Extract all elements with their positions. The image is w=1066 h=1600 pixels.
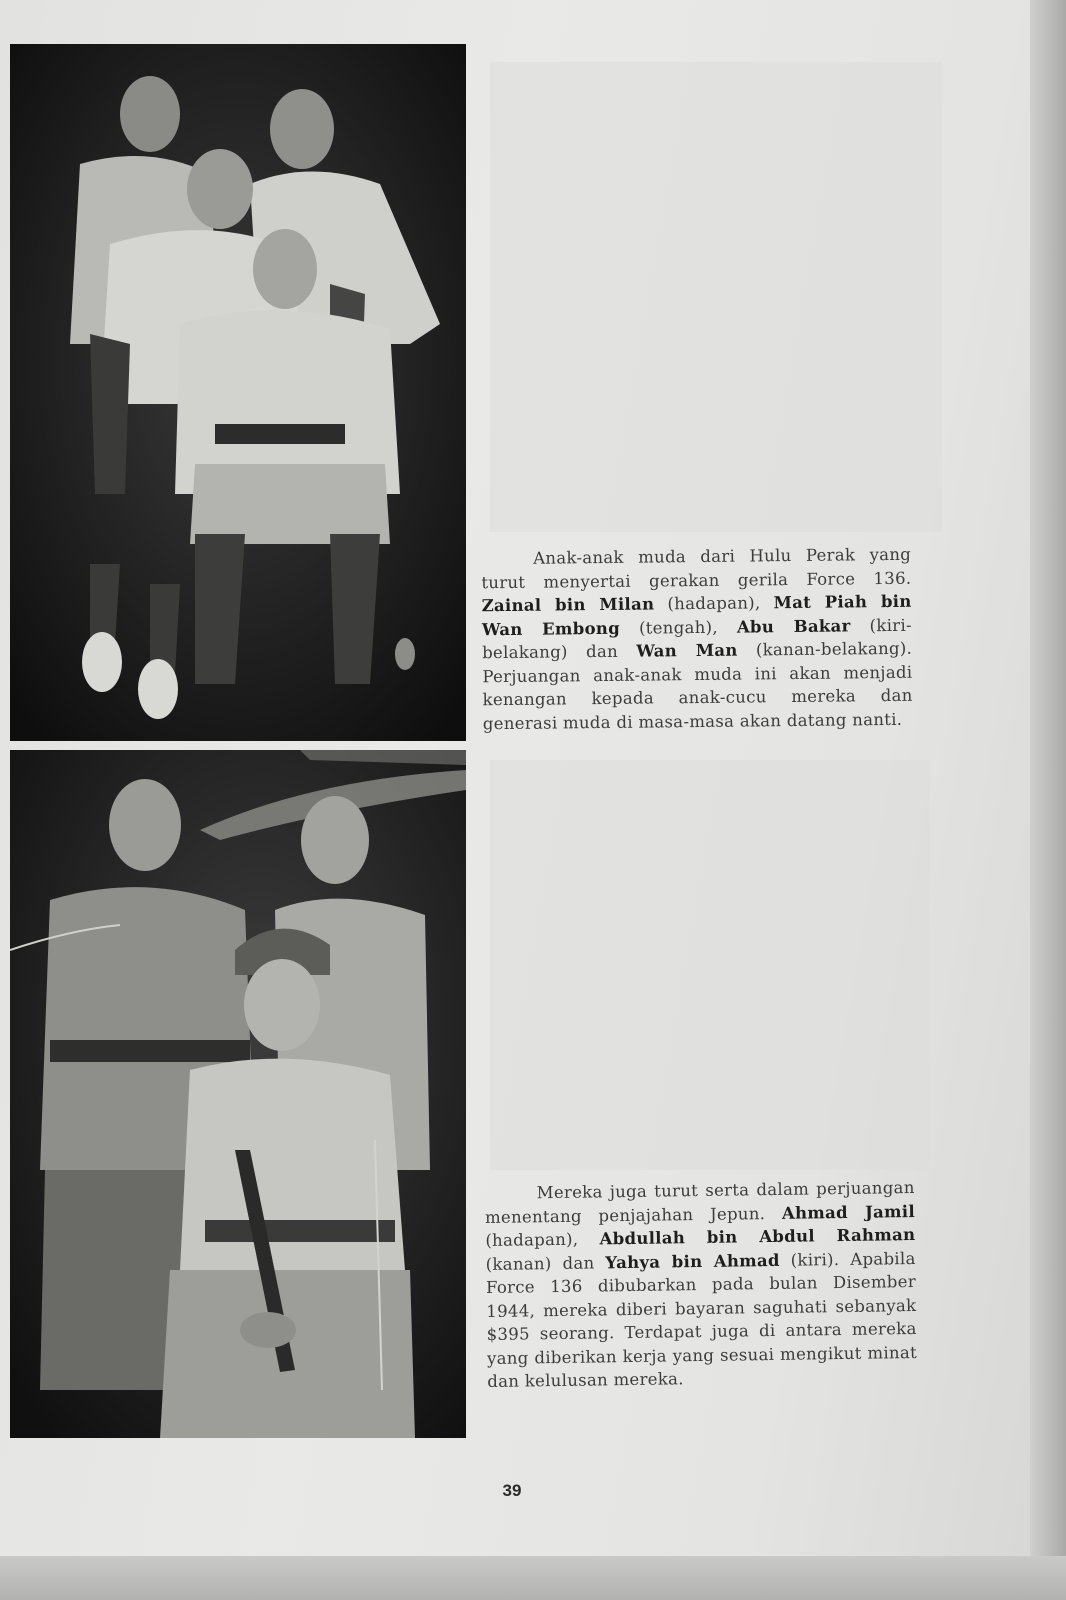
caption-panel-background-2 (490, 760, 930, 1170)
person-name: Mat Piah bin Wan Embong (481, 591, 912, 639)
person-name: Abdullah bin Abdul Rahman (599, 1225, 916, 1249)
person-name: Abu Bakar (736, 615, 851, 637)
caption-text: Anak-anak muda dari Hulu Perak yang turut menyertai gerakan gerila Force 136. (481, 544, 912, 592)
caption-indent (481, 564, 533, 565)
person-name: Ahmad Jamil (781, 1201, 916, 1223)
photo-three-young-men (10, 750, 466, 1438)
caption-text: (kiri-belakang) dan (482, 615, 912, 663)
caption-indent (485, 1198, 537, 1199)
caption-text: (kiri). Apabila Force 136 dibubarkan pada bulan Disember 1944, mereka diberi bayaran saguhati sebanyak $395 seorang. Terdapat juga di antara mereka yang diberikan kerja yang sesuai mengikut minat dan kelulusan mereka. (485, 1248, 918, 1391)
photo-three-young-men-image (10, 750, 466, 1438)
caption-text: (kanan) dan (485, 1252, 606, 1274)
caption-panel-background-1 (490, 62, 942, 532)
page-number: 39 (502, 1481, 522, 1500)
person-name: Yahya bin Ahmad (605, 1250, 780, 1272)
photo-four-young-men-image (10, 44, 466, 741)
desk-surface-strip (0, 1556, 1066, 1600)
caption-photo-2 (485, 1176, 918, 1393)
caption-text: (hadapan), (485, 1229, 600, 1251)
caption-photo-1 (481, 543, 913, 735)
caption-text: (hadapan), (654, 593, 774, 614)
caption-text: (tengah), (619, 617, 737, 638)
photo-four-young-men (10, 44, 466, 741)
caption-text: Mereka juga turut serta dalam perjuangan menentang penjajahan Jepun. (484, 1178, 915, 1227)
caption-text: (kanan-belakang). Perjuangan anak-anak muda ini akan menjadi kenangan kepada anak-cucu mereka dan generasi muda di masa-masa akan datang nanti. (482, 638, 913, 733)
book-binding-edge (1030, 0, 1066, 1600)
person-name: Wan Man (636, 640, 738, 661)
person-name: Zainal bin Milan (481, 594, 655, 616)
